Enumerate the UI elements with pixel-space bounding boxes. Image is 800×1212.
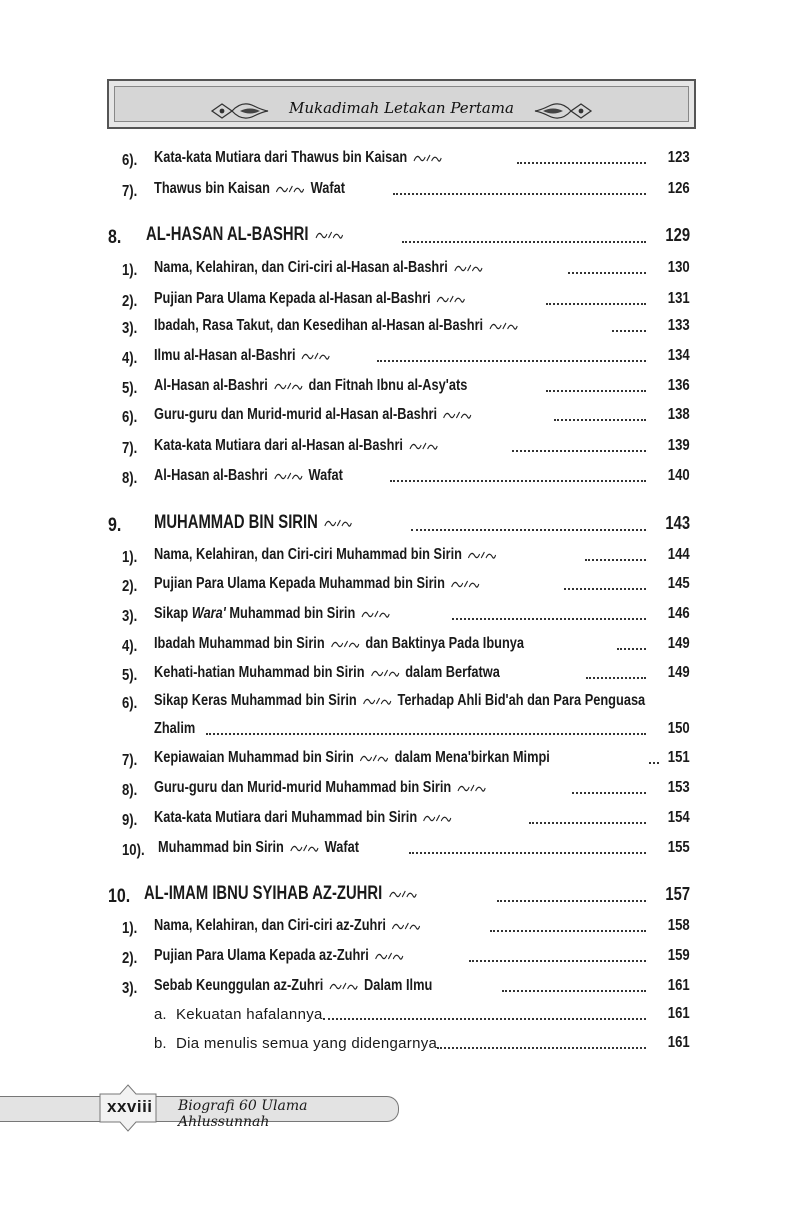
toc-entry[interactable] xyxy=(108,403,690,427)
toc-entry-number: 3). xyxy=(122,320,138,337)
toc-entry-page: 134 xyxy=(668,347,690,364)
header-title: Mukadimah Letakan Pertama xyxy=(289,99,514,117)
leader-dots xyxy=(377,360,646,362)
toc-entry-page: 153 xyxy=(668,779,690,796)
honorific-icon xyxy=(330,637,360,651)
toc-entry-title: Guru-guru dan Murid-murid al-Hasan al-Bashri xyxy=(154,406,438,423)
honorific-icon xyxy=(289,841,319,855)
toc-entry-title: Pujian Para Ulama Kepada az-Zuhri xyxy=(154,947,369,964)
honorific-icon xyxy=(412,151,442,165)
toc-entry-title: Pujian Para Ulama Kepada al-Hasan al-Bashri xyxy=(154,290,431,307)
toc-entry-title: Kata-kata Mutiara dari al-Hasan al-Bashri xyxy=(154,437,403,454)
toc-entry-title: Kehati-hatian Muhammad bin Sirin xyxy=(154,664,365,681)
toc-entry-title-suffix: dan Baktinya Pada Ibunya xyxy=(365,635,525,652)
toc-entry-page: 145 xyxy=(668,575,690,592)
toc-entry[interactable] xyxy=(108,572,690,596)
leader-dots xyxy=(390,480,646,482)
leader-dots xyxy=(206,733,646,735)
toc-entry-number: 4). xyxy=(122,350,138,367)
toc-entry[interactable] xyxy=(108,177,690,201)
toc-entry-title: Guru-guru dan Murid-murid Muhammad bin Sirin xyxy=(154,779,452,796)
toc-entry-title: Kepiawaian Muhammad bin Sirin xyxy=(154,749,354,766)
toc-entry-number: 7). xyxy=(122,440,138,457)
toc-entry-title: Thawus bin Kaisan xyxy=(154,180,270,197)
toc-entry-title: Kata-kata Mutiara dari Thawus bin Kaisan xyxy=(154,149,408,166)
toc-entry[interactable] xyxy=(108,314,690,338)
toc-entry-title-suffix: Dalam Ilmu xyxy=(363,977,433,994)
honorific-icon xyxy=(467,548,497,562)
honorific-icon xyxy=(370,666,400,680)
toc-subentry-title: Dia menulis semua yang didengarnya xyxy=(176,1035,438,1052)
toc-entry-title: Nama, Kelahiran, dan Ciri-ciri Muhammad bin Sirin xyxy=(154,546,462,563)
leader-dots xyxy=(323,1018,646,1020)
leader-dots xyxy=(554,419,646,421)
leader-dots xyxy=(502,990,646,992)
leader-dots xyxy=(437,1047,646,1049)
toc-entry-title: Kata-kata Mutiara dari Muhammad bin Sirin xyxy=(154,809,418,826)
honorific-icon xyxy=(456,781,486,795)
footer-book-title: Biografi 60 Ulama Ahlussunnah xyxy=(178,1098,308,1130)
toc-entry-title: Sikap Keras Muhammad bin Sirin xyxy=(154,692,357,709)
toc-entry-page: 138 xyxy=(668,406,690,423)
leader-dots xyxy=(568,272,646,274)
toc-entry-number: 2). xyxy=(122,293,138,310)
toc-entry-title-suffix: dalam Berfatwa xyxy=(405,664,500,681)
toc-chapter-page: 129 xyxy=(665,225,690,245)
toc-entry-page: 140 xyxy=(668,467,690,484)
honorific-icon xyxy=(453,261,483,275)
leader-dots xyxy=(512,450,646,452)
toc-entry-title: Zhalim xyxy=(154,720,196,737)
leader-dots xyxy=(393,193,646,195)
toc-subentry-marker: a. xyxy=(154,1006,167,1023)
toc-entry[interactable] xyxy=(108,543,690,567)
toc-entry-title: Al-Hasan al-Bashri xyxy=(154,377,268,394)
toc-entry[interactable] xyxy=(108,602,690,626)
toc-entry[interactable] xyxy=(108,287,690,311)
toc-entry-number: 6). xyxy=(122,152,138,169)
toc-entry-number: 4). xyxy=(122,638,138,655)
toc-subentry-marker: b. xyxy=(154,1035,167,1052)
toc-entry-page: 131 xyxy=(668,290,690,307)
toc-entry[interactable] xyxy=(108,806,690,830)
toc-entry-title: Sikap Wara' Muhammad bin Sirin xyxy=(154,605,356,622)
italic-term: Wara' xyxy=(191,605,226,622)
leader-dots xyxy=(586,677,646,679)
toc-chapter-title: MUHAMMAD BIN SIRIN xyxy=(154,512,318,533)
honorific-icon xyxy=(324,516,354,530)
honorific-icon xyxy=(273,469,303,483)
toc-entry-page: 144 xyxy=(668,546,690,563)
toc-chapter-page: 157 xyxy=(665,884,690,904)
leader-dots xyxy=(517,162,646,164)
toc-entry-title-suffix: Terhadap Ahli Bid'ah dan Para Penguasa xyxy=(397,692,646,709)
toc-entry[interactable] xyxy=(108,374,690,398)
honorific-icon xyxy=(388,887,418,901)
leader-dots xyxy=(649,762,659,764)
toc-chapter-number: 10. xyxy=(108,886,131,907)
toc-entry-title-suffix: dalam Mena'birkan Mimpi xyxy=(394,749,550,766)
leader-dots xyxy=(617,648,646,650)
toc-entry-page: 149 xyxy=(668,664,690,681)
toc-entry-continuation[interactable] xyxy=(108,717,690,741)
toc-entry-number: 2). xyxy=(122,578,138,595)
honorific-icon xyxy=(436,292,466,306)
toc-subentry-page: 161 xyxy=(668,1005,690,1022)
leader-dots xyxy=(564,588,646,590)
toc-entry-title: Nama, Kelahiran, dan Ciri-ciri az-Zuhri xyxy=(154,917,386,934)
toc-entry[interactable] xyxy=(108,632,690,656)
toc-entry[interactable] xyxy=(108,661,690,685)
toc-entry-number: 10). xyxy=(122,842,145,859)
toc-entry-title: Pujian Para Ulama Kepada Muhammad bin Sirin xyxy=(154,575,445,592)
toc-entry[interactable] xyxy=(108,746,690,770)
toc-chapter-title: AL-IMAM IBNU SYIHAB AZ-ZUHRI xyxy=(144,883,383,904)
toc-entry-number: 5). xyxy=(122,667,138,684)
toc-chapter-number: 8. xyxy=(108,227,122,248)
toc-entry[interactable] xyxy=(108,689,690,713)
toc-entry-title: Muhammad bin Sirin xyxy=(158,839,284,856)
toc-entry[interactable] xyxy=(108,914,690,938)
toc-entry-number: 1). xyxy=(122,262,138,279)
toc-entry-number: 1). xyxy=(122,549,138,566)
toc-entry-page: 130 xyxy=(668,259,690,276)
leader-dots xyxy=(546,390,646,392)
toc-entry-number: 9). xyxy=(122,812,138,829)
toc-entry-page: 154 xyxy=(668,809,690,826)
toc-entry-number: 5). xyxy=(122,380,138,397)
leader-dots xyxy=(452,618,646,620)
honorific-icon xyxy=(273,379,303,393)
honorific-icon xyxy=(275,182,305,196)
honorific-icon xyxy=(301,349,331,363)
toc-entry-number: 2). xyxy=(122,950,138,967)
toc-entry-number: 6). xyxy=(122,695,138,712)
honorific-icon xyxy=(314,228,344,242)
toc-entry-page: 123 xyxy=(668,149,690,166)
leader-dots xyxy=(409,852,646,854)
toc-entry[interactable] xyxy=(108,256,690,280)
honorific-icon xyxy=(442,408,472,422)
toc-subentry[interactable] xyxy=(108,1031,690,1055)
toc-entry-number: 6). xyxy=(122,409,138,426)
toc-entry[interactable] xyxy=(108,776,690,800)
toc-entry[interactable] xyxy=(108,464,690,488)
toc-subentry-title: Kekuatan hafalannya xyxy=(176,1006,323,1023)
toc-entry-title: Ibadah, Rasa Takut, dan Kesedihan al-Hasan al-Bashri xyxy=(154,317,484,334)
leader-dots xyxy=(490,930,646,932)
leader-dots xyxy=(497,900,646,902)
toc-entry-page: 136 xyxy=(668,377,690,394)
toc-chapter[interactable] xyxy=(108,225,690,249)
toc-entry-title: Sebab Keunggulan az-Zuhri xyxy=(154,977,324,994)
toc-entry-number: 7). xyxy=(122,752,138,769)
toc-chapter-title: AL-HASAN AL-BASHRI xyxy=(146,224,309,245)
honorific-icon xyxy=(374,949,404,963)
toc-entry-number: 8). xyxy=(122,470,138,487)
honorific-icon xyxy=(450,577,480,591)
toc-entry-page: 155 xyxy=(668,839,690,856)
toc-entry-number: 3). xyxy=(122,608,138,625)
toc-entry-number: 7). xyxy=(122,183,138,200)
honorific-icon xyxy=(488,319,518,333)
honorific-icon xyxy=(359,751,389,765)
toc-entry[interactable] xyxy=(108,344,690,368)
toc-entry-page: 146 xyxy=(668,605,690,622)
toc-entry-number: 1). xyxy=(122,920,138,937)
toc-entry-page: 133 xyxy=(668,317,690,334)
toc-chapter[interactable] xyxy=(108,513,690,537)
honorific-icon xyxy=(422,811,452,825)
honorific-icon xyxy=(391,919,421,933)
toc-entry-title: Ibadah Muhammad bin Sirin xyxy=(154,635,325,652)
toc-entry-page: 159 xyxy=(668,947,690,964)
toc-entry-title-suffix: Wafat xyxy=(310,180,346,197)
running-footer xyxy=(0,1084,400,1132)
toc-entry[interactable] xyxy=(108,944,690,968)
toc-entry-page: 151 xyxy=(668,749,690,766)
toc-entry-title: Ilmu al-Hasan al-Bashri xyxy=(154,347,296,364)
leader-dots xyxy=(469,960,646,962)
toc-entry-page: 158 xyxy=(668,917,690,934)
toc-entry-number: 8). xyxy=(122,782,138,799)
toc-entry[interactable] xyxy=(108,146,690,170)
honorific-icon xyxy=(328,979,358,993)
leader-dots xyxy=(612,330,646,332)
toc-chapter-number: 9. xyxy=(108,515,122,536)
leader-dots xyxy=(411,529,646,531)
honorific-icon xyxy=(408,439,438,453)
leader-dots xyxy=(546,303,646,305)
toc-entry[interactable] xyxy=(108,836,690,860)
toc-entry[interactable] xyxy=(108,434,690,458)
page-number: xxviii xyxy=(107,1097,153,1116)
toc-entry-page: 150 xyxy=(668,720,690,737)
toc-entry-page: 139 xyxy=(668,437,690,454)
leader-dots xyxy=(572,792,646,794)
toc-chapter[interactable] xyxy=(108,884,690,908)
leader-dots xyxy=(585,559,646,561)
toc-entry-title-suffix: dan Fitnah Ibnu al-Asy'ats xyxy=(308,377,468,394)
honorific-icon xyxy=(362,694,392,708)
toc-entry-page: 126 xyxy=(668,180,690,197)
toc-entry-title: Nama, Kelahiran, dan Ciri-ciri al-Hasan al-Bashri xyxy=(154,259,448,276)
toc-entry-number: 3). xyxy=(122,980,138,997)
toc-chapter-page: 143 xyxy=(665,513,690,533)
toc-entry[interactable] xyxy=(108,974,690,998)
toc-entry-title-suffix: Wafat xyxy=(324,839,359,856)
toc-entry-page: 161 xyxy=(668,977,690,994)
toc-subentry-page: 161 xyxy=(668,1034,690,1051)
toc-subentry[interactable] xyxy=(108,1002,690,1026)
leader-dots xyxy=(529,822,646,824)
toc-entry-page: 149 xyxy=(668,635,690,652)
honorific-icon xyxy=(360,607,390,621)
toc-entry-title: Al-Hasan al-Bashri xyxy=(154,467,268,484)
toc-entry-title-suffix: Wafat xyxy=(308,467,343,484)
leader-dots xyxy=(402,241,646,243)
